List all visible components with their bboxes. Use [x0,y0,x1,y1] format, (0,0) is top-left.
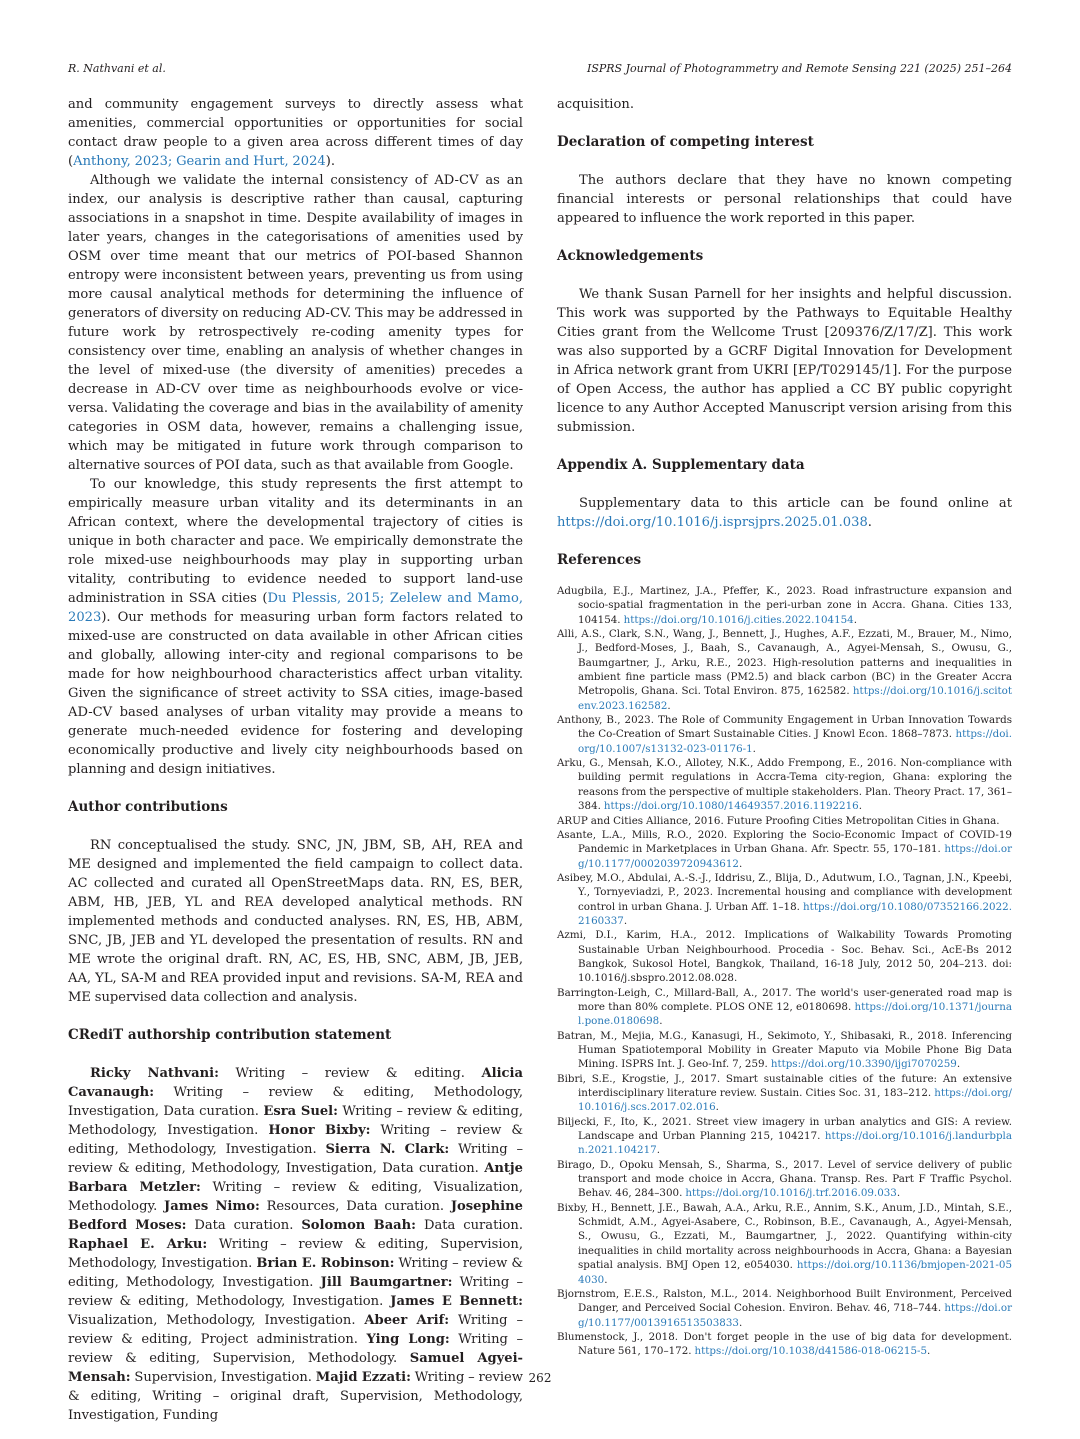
reference-item: ARUP and Cities Alliance, 2016. Future Proofing Cities Metropolitan Cities in Ghana. [557,814,1000,827]
credit-statement-heading: CRediT authorship contribution statement [68,1027,392,1043]
acknowledgements-heading: Acknowledgements [557,248,704,264]
contributor-roles: Writing – review & editing, Visualization, Methodology. [68,1180,524,1214]
acknowledgements-text: We thank Susan Parnell for her insights and helpful discussion. This work was supported by the Pathways to Equitable Healthy Cities grant from the Wellcome Trust [209376/Z/17/Z]. This work was also supported by a GCRF Digital Innovation for Development in Africa network grant from UKRI [EP/T029145/1]. For the purpose of Open Access, the author has applied a CC BY public copyright licence to any Author Accepted Manuscript version arising from this submission. [557,287,1012,435]
contributor-name: Esra Suel: [263,1104,338,1119]
contributor-roles: Writing – review & editing, Methodology, Investigation. [68,1275,523,1309]
reference-item: Bixby, H., Bennett, J.E., Bawah, A.A., Arku, R.E., Annim, S.K., Anum, J.D., Mintah, S.E., Schmidt, A.M., Agyei-Asabere, C., Robinson, B.E., Cavanaugh, A., Agyei-Mensah, S., Owusu, G., Ezzati, M., Baumgartner, J., 2022. Quantifying within-city inequalities in child mortality across neighbourhoods in Accra, Ghana: a Bayesian spatial analysis. BMJ Open 12, e054030. https://doi.org/10.1136/bmjopen-2021-054030. [557,1201,1012,1286]
contributor-roles: Resources, Data curation. [259,1199,451,1214]
paragraph-limitations: Although we validate the internal consistency of AD-CV as an index, our analysis is descriptive rather than causal, capturing associations in a snapshot in time. Despite availability of images in later years, changes in the categorisations of amenities used by OSM over time meant that our metrics of POI-based Shannon entropy were inconsistent between years, preventing us from using more causal analytical methods for determining the influence of generators of diversity on reducing AD-CV. This may be addressed in future work by retrospectively re-coding amenity types for consistency over time, enabling an analysis of whether changes in the level of mixed-use (the diversity of amenities) precedes a decrease in AD-CV over time as neighbourhoods evolve or vice-versa. Validating the coverage and bias in the availability of amenity categories in OSM data, however, remains a challenging issue, which may be mitigated in future work through comparison to alternative sources of POI data, such as that available from Google. [68,173,523,473]
appendix-heading: Appendix A. Supplementary data [557,457,805,473]
contributor-name: Josephine Bedford Moses: [68,1199,523,1233]
competing-interest-heading: Declaration of competing interest [557,134,814,150]
contributor-name: Antje Barbara Metzler: [68,1161,523,1195]
reference-doi-link[interactable]: https://doi.org/10.1016/j.scitotenv.2023.162582 [578,685,1012,712]
contributor-roles: Writing – review & editing, Methodology, Investigation. [68,1123,523,1157]
reference-doi-link[interactable]: https://doi.org/10.1371/journal.pone.0180698 [578,1000,1012,1028]
reference-item: Adugbila, E.J., Martinez, J.A., Pfeffer, K., 2023. Road infrastructure expansion and socio-spatial fragmentation in the peri-urban zone in Accra. Ghana. Cities 133, 104154. https://doi.org/10.1016/j.cities.2022.104154. [557,585,1012,626]
paragraph-continuation: and community engagement surveys to directly assess what amenities, commercial opportunities or opportunities for social contact draw people to a given area across different times of day (Anthony, 2023; Gearin and Hurt, 2024). [68,97,523,169]
contributor-name: James E Bennett: [390,1294,523,1309]
running-header-journal: ISPRS Journal of Photogrammetry and Remote Sensing 221 (2025) 251–264 [586,62,1012,75]
references-heading: References [557,552,642,568]
contributor-roles: Data curation. [186,1218,302,1233]
contributor-roles: Supervision, Investigation. [130,1370,316,1385]
reference-doi-link[interactable]: https://doi.org/10.1016/j.scs.2017.02.016 [578,1087,1012,1114]
contributor-roles: Writing – review & editing, Methodology, Investigation, Data curation. [68,1142,523,1176]
reference-item: Blumenstock, J., 2018. Don't forget people in the use of big data for development. Nature 561, 170–172. https://doi.org/10.1038/d41586-018-06215-5. [557,1330,1012,1358]
reference-doi-link[interactable]: https://doi.org/10.1136/bmjopen-2021-054030 [578,1259,1012,1286]
contributor-roles: Writing – review & editing, Methodology, Investigation, Data curation. [68,1085,523,1119]
contributor-name: Samuel Agyei-Mensah: [68,1351,523,1385]
contributor-roles: Writing – review & editing, Supervision, Methodology. [68,1332,523,1366]
contributor-name: Raphael E. Arku: [68,1237,208,1252]
page-number: 262 [528,1371,552,1385]
reference-doi-link[interactable]: https://doi.org/10.1016/j.landurbplan.2021.104217 [578,1130,1012,1157]
contributor-roles: Writing – review & editing, Supervision, Methodology, Investigation. [68,1237,523,1271]
contributor-roles: Data curation. [416,1218,523,1233]
reference-item: Bibri, S.E., Krogstie, J., 2017. Smart sustainable cities of the future: An extensive interdisciplinary literature review. Sustain. Cities Soc. 31, 183–212. https://doi.org/10.1016/j.scs.2017.02.016. [557,1072,1012,1114]
reference-doi-link[interactable]: https://doi.org/10.1016/j.cities.2022.104154 [623,613,854,626]
contributor-roles: Writing – review & editing, Writing – original draft, Supervision, Methodology, Investigation, Funding [68,1370,524,1423]
contributor-name: Alicia Cavanaugh: [68,1066,523,1100]
reference-doi-link[interactable]: https://doi.org/10.1177/0013916513503833 [578,1302,1012,1329]
reference-item: Asante, L.A., Mills, R.O., 2020. Exploring the Socio-Economic Impact of COVID-19 Pandemic in Marketplaces in Urban Ghana. Afr. Spectr. 55, 170–181. https://doi.org/10.1177/0002039720943612. [557,828,1012,870]
citation-link[interactable]: Du Plessis, 2015; Zelelew and Mamo, 2023 [68,591,523,625]
contributor-name: James Nimo: [164,1199,260,1214]
reference-doi-link[interactable]: https://doi.org/10.1038/d41586-018-06215-5 [694,1345,928,1358]
competing-interest-text: The authors declare that they have no known competing financial interests or personal relationships that could have appeared to influence the work reported in this paper. [557,173,1012,226]
contributor-roles: Writing – review & editing. [218,1066,482,1081]
contributor-roles: Writing – review & editing, Project administration. [68,1313,523,1347]
reference-item: Azmi, D.I., Karim, H.A., 2012. Implications of Walkability Towards Promoting Sustainable Urban Neighbourhood. Procedia - Soc. Behav. Sci., AcE-Bs 2012 Bangkok, Sukosol Hotel, Bangkok, Thailand, 16-18 July, 2012 50, 204–213. doi: 10.1016/j.sbspro.2012.08.028. [557,929,1012,985]
contributor-name: Abeer Arif: [364,1313,450,1328]
reference-doi-link[interactable]: https://doi.org/10.1080/07352166.2022.2160337 [578,900,1012,927]
appendix-text: Supplementary data to this article can be found online at https://doi.org/10.1016/j.isprsjprs.2025.01.038. [557,496,1012,530]
reference-item: Biljecki, F., Ito, K., 2021. Street view imagery in urban analytics and GIS: A review. Landscape and Urban Planning 215, 104217. https://doi.org/10.1016/j.landurbplan.2021.104217. [557,1115,1012,1157]
paragraph-continuation-right: acquisition. [557,97,634,112]
reference-doi-link[interactable]: https://doi.org/10.3390/ijgi7070259 [770,1058,957,1071]
reference-doi-link[interactable]: https://doi.org/10.1016/j.trf.2016.09.033 [685,1187,897,1200]
reference-item: Arku, G., Mensah, K.O., Allotey, N.K., Addo Frempong, E., 2016. Non-compliance with building permit regulations in Accra-Tema city-region, Ghana: exploring the reasons from the perspective of multiple stakeholders. Plan. Theory Pract. 17, 361–384. https://doi.org/10.1080/14649357.2016.1192216. [557,757,1012,813]
paragraph-conclusion: To our knowledge, this study represents the first attempt to empirically measure urban vitality and its determinants in an African context, where the developmental trajectory of cities is unique in both character and pace. We empirically demonstrate the role mixed-use neighbourhoods may play in supporting urban vitality, contributing to evidence needed to support land-use administration in SSA cities (Du Plessis, 2015; Zelelew and Mamo, 2023). Our methods for measuring urban form factors related to mixed-use are constructed on data available in other African cities and globally, allowing inter-city and regional comparisons to be made for how neighbourhood characteristics affect urban vitality. Given the significance of street activity to SSA cities, image-based AD-CV based analyses of urban vitality may provide a means to generate much-needed evidence for fostering and developing economically productive and lively city neighbourhoods based on planning and design initiatives. [68,477,523,777]
contributor-name: Ying Long: [366,1332,450,1347]
reference-item: Barrington-Leigh, C., Millard-Ball, A., 2017. The world's user-generated road map is more than 80% complete. PLOS ONE 12, e0180698. https://doi.org/10.1371/journal.pone.0180698. [557,986,1012,1028]
reference-item: Batran, M., Mejia, M.G., Kanasugi, H., Sekimoto, Y., Shibasaki, R., 2018. Inferencing Human Spatiotemporal Mobility in Greater Maputo via Mobile Phone Big Data Mining. ISPRS Int. J. Geo-Inf. 7, 259. https://doi.org/10.3390/ijgi7070259. [557,1029,1012,1071]
contributor-name: Jill Baumgartner: [320,1275,453,1290]
contributor-name: Solomon Baah: [301,1218,417,1233]
contributor-name: Sierra N. Clark: [325,1142,450,1157]
reference-item: Bjornstrom, E.E.S., Ralston, M.L., 2014. Neighborhood Built Environment, Perceived Danger, and Perceived Social Cohesion. Environ. Behav. 46, 718–744. https://doi.org/10.1177/0013916513503833. [557,1287,1012,1329]
reference-doi-link[interactable]: https://doi.org/10.1080/14649357.2016.1192216 [603,800,859,813]
reference-list [557,584,1012,1359]
reference-item: Asibey, M.O., Abdulai, A.-S.-J., Iddrisu, Z., Blija, D., Adutwum, I.O., Tagnan, J.N., Kpeebi, Y., Tornyeviadzi, P., 2023. Incremental housing and compliance with development control in urban Ghana. J. Urban Aff. 1–18. https://doi.org/10.1080/07352166.2022.2160337. [557,871,1012,927]
reference-doi-link[interactable]: https://doi.org/10.1177/0002039720943612 [578,843,1012,870]
contributor-name: Majid Ezzati: [315,1370,411,1385]
reference-doi-link[interactable]: https://doi.org/10.1007/s13132-023-01176-1 [578,728,1012,755]
supplementary-data-link[interactable]: https://doi.org/10.1016/j.isprsjprs.2025.01.038 [557,515,868,530]
contributor-name: Brian E. Robinson: [256,1256,395,1271]
author-contributions-heading: Author contributions [68,799,228,815]
running-header-author: R. Nathvani et al. [68,62,166,75]
reference-item: Alli, A.S., Clark, S.N., Wang, J., Bennett, J., Hughes, A.F., Ezzati, M., Brauer, M., Nimo, J., Bedford-Moses, J., Baah, S., Cavanaugh, A., Agyei-Mensah, S., Owusu, G., Baumgartner, J., Arku, R.E., 2023. High-resolution patterns and inequalities in ambient fine particle mass (PM2.5) and black carbon (BC) in the Greater Accra Metropolis, Ghana. Sci. Total Environ. 875, 162582. https://doi.org/10.1016/j.scitotenv.2023.162582. [557,628,1012,712]
contributor-roles: Visualization, Methodology, Investigation. [68,1313,365,1328]
reference-item: Anthony, B., 2023. The Role of Community Engagement in Urban Innovation Towards the Co-Creation of Smart Sustainable Cities. J Knowl Econ. 1868–7873. https://doi.org/10.1007/s13132-023-01176-1. [557,714,1012,755]
contributor-roles: Writing – review & editing, Methodology, Investigation. [68,1256,523,1290]
reference-item: Birago, D., Opoku Mensah, S., Sharma, S., 2017. Level of service delivery of public transport and mode choice in Accra, Ghana. Transp. Res. Part F Traffic Psychol. Behav. 46, 284–300. https://doi.org/10.1016/j.trf.2016.09.033. [557,1158,1012,1200]
contributor-name: Ricky Nathvani: [90,1066,219,1081]
right-column [557,95,1012,1359]
citation-link[interactable]: Anthony, 2023; Gearin and Hurt, 2024 [73,154,326,169]
author-contributions-text: RN conceptualised the study. SNC, JN, JBM, SB, AH, REA and ME designed and implemented the field campaign to collect data. AC collected and curated all OpenStreetMaps data. RN, ES, BER, ABM, HB, JEB, YL and REA developed analytical methods. RN implemented methods and conducted analyses. RN, ES, HB, ABM, SNC, JB, JEB and YL developed the presentation of results. RN and ME wrote the original draft. RN, AC, ES, HB, SNC, ABM, JB, JEB, AA, YL, SA-M and REA provided input and revisions. SA-M, REA and ME supervised data collection and analysis. [68,838,523,1005]
contributor-name: Honor Bixby: [268,1123,371,1138]
left-column [68,95,523,1425]
contributor-roles: Writing – review & editing, Methodology, Investigation. [68,1104,523,1138]
